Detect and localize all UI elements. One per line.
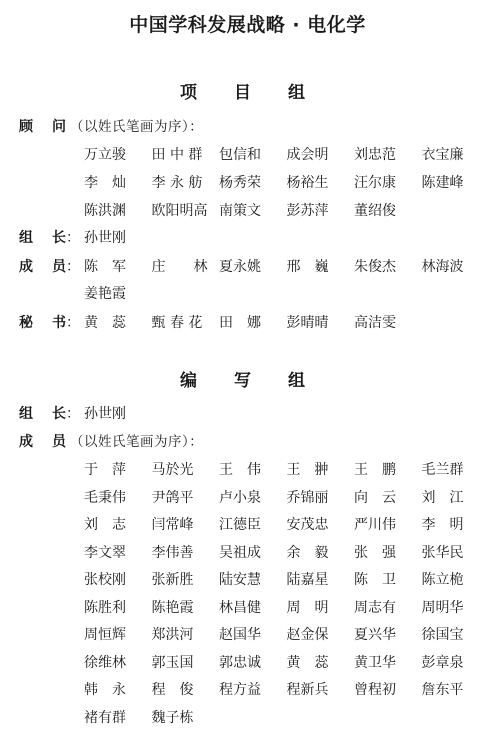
person-name: 王 翀: [286, 462, 329, 478]
person-name: 高洁雯: [354, 315, 396, 331]
person-name: 衣宝廉: [421, 147, 464, 163]
person-name: 闫常峰: [151, 517, 194, 533]
project-members-colon: ：: [66, 259, 80, 275]
project-leader-colon: ：: [66, 230, 80, 246]
person-name: 陆安慧: [219, 572, 261, 588]
person-name: 韩 永: [84, 682, 126, 698]
person-name: 陈 军: [84, 259, 126, 275]
person-name: 毛兰群: [421, 462, 464, 478]
person-name: 黄卫华: [354, 654, 396, 671]
project-leader-label-first: 组: [19, 230, 33, 246]
person-name: 魏子栋: [151, 709, 194, 726]
person-name: 乔锦丽: [286, 489, 329, 506]
person-name: 徐国宝: [421, 627, 464, 643]
advisors-note: （以姓氏笔画为序）：: [70, 119, 204, 135]
person-name: 夏永姚: [219, 259, 261, 275]
person-name: 李 永 舫: [151, 175, 203, 191]
person-name: 黄 蕊: [84, 315, 126, 331]
person-name: 卢小泉: [219, 489, 261, 506]
project-leader-name: 孙世刚: [84, 230, 126, 246]
writing-members-names: [84, 461, 484, 741]
person-name: 于 萍: [84, 462, 126, 478]
book-title: 中国学科发展战略 · 电化学: [129, 14, 366, 36]
person-name: 曾程初: [354, 682, 396, 698]
person-name: 刘忠范: [354, 147, 396, 163]
person-name: 彭苏萍: [286, 203, 329, 219]
project-members-label: [19, 258, 80, 276]
person-name: 夏兴华: [354, 627, 396, 643]
person-name: 程 俊: [151, 682, 194, 698]
project-members-names: [84, 258, 484, 308]
secretary-names: [84, 314, 484, 336]
person-name: 田 中 群: [151, 147, 203, 163]
person-name: 张新胜: [151, 572, 194, 588]
writing-members-label-first: 成: [19, 434, 33, 450]
person-name: 林昌健: [219, 599, 261, 616]
person-name: 姜艳霞: [84, 286, 126, 302]
project-leader-label: [19, 229, 80, 247]
project-group-heading: 项 目 组: [180, 83, 315, 103]
person-name: 赵国华: [219, 627, 261, 643]
person-name: 张校刚: [84, 572, 126, 588]
secretary-label-second: 书: [52, 315, 66, 331]
advisors-label-first: 顾: [19, 119, 33, 135]
person-name: 周 明: [286, 599, 329, 616]
person-name: 王 鹏: [354, 462, 396, 478]
person-name: 南策文: [219, 203, 261, 219]
person-name: 李伟善: [151, 544, 194, 561]
person-name: 程新兵: [286, 682, 329, 698]
project-members-label-second: 员: [52, 259, 66, 275]
person-name: 彭章泉: [421, 654, 464, 671]
person-name: 李文翠: [84, 544, 126, 561]
writing-leader-label-first: 组: [19, 406, 33, 422]
person-name: 甄 春 花: [151, 315, 203, 331]
person-name: 陆嘉星: [286, 572, 329, 588]
person-name: 包信和: [219, 147, 261, 163]
person-name: 万立骏: [84, 147, 126, 163]
person-name: 王 伟: [219, 462, 261, 478]
writing-leader-name: 孙世刚: [84, 406, 126, 422]
project-leader-label-second: 长: [52, 230, 66, 246]
person-name: 褚有群: [84, 709, 126, 726]
person-name: 陈胜利: [84, 599, 126, 616]
person-name: 郑洪河: [151, 627, 194, 643]
advisors-label: [19, 118, 66, 136]
person-name: 刘 志: [84, 517, 126, 533]
person-name: 彭晴晴: [286, 315, 329, 331]
person-name: 田 娜: [219, 315, 261, 331]
person-name: 李 灿: [84, 175, 126, 191]
person-name: 毛秉伟: [84, 489, 126, 506]
person-name: 庄 林: [151, 259, 208, 275]
writing-group-heading: 编 写 组: [180, 371, 315, 391]
person-name: 董绍俊: [354, 203, 396, 219]
person-name: 张 强: [354, 544, 396, 561]
person-name: 黄 蕊: [286, 654, 329, 671]
person-name: 严川伟: [354, 517, 396, 533]
person-name: 向 云: [354, 489, 396, 506]
person-name: 成会明: [286, 147, 329, 163]
secretary-label: [19, 314, 80, 332]
person-name: 郭忠诚: [219, 654, 261, 671]
writing-leader-colon: ：: [66, 406, 80, 422]
person-name: 张华民: [421, 544, 464, 561]
secretary-colon: ：: [66, 315, 80, 331]
person-name: 陈艳霞: [151, 599, 194, 616]
person-name: 邢 巍: [286, 259, 329, 275]
person-name: 安茂忠: [286, 517, 329, 533]
person-name: 林海波: [421, 259, 464, 275]
person-name: 杨秀荣: [219, 175, 261, 191]
person-name: 周明华: [421, 599, 464, 616]
person-name: 刘 江: [421, 489, 464, 506]
person-name: 吴祖成: [219, 544, 261, 561]
writing-members-label-second: 员: [52, 434, 66, 450]
advisors-label-second: 问: [52, 119, 66, 135]
project-members-label-first: 成: [19, 259, 33, 275]
advisors-names: [84, 146, 484, 226]
writing-leader-label-second: 长: [52, 406, 66, 422]
person-name: 陈洪渊: [84, 203, 126, 219]
person-name: 欧阳明高: [151, 203, 208, 219]
person-name: 周志有: [354, 599, 396, 616]
person-name: 汪尔康: [354, 175, 396, 191]
person-name: 李 明: [421, 517, 464, 533]
person-name: 陈立桅: [421, 572, 464, 588]
writing-members-note: （以姓氏笔画为序）：: [70, 434, 204, 450]
writing-leader-label: [19, 405, 80, 423]
person-name: 朱俊杰: [354, 259, 396, 275]
person-name: 杨裕生: [286, 175, 329, 191]
person-name: 徐维林: [84, 654, 126, 671]
secretary-label-first: 秘: [19, 315, 33, 331]
person-name: 余 毅: [286, 544, 329, 561]
person-name: 赵金保: [286, 627, 329, 643]
person-name: 程方益: [219, 682, 261, 698]
person-name: 詹东平: [421, 682, 464, 698]
person-name: 陈 卫: [354, 572, 396, 588]
person-name: 周恒辉: [84, 627, 126, 643]
person-name: 郭玉国: [151, 654, 194, 671]
writing-members-label: [19, 433, 66, 451]
person-name: 江德臣: [219, 517, 261, 533]
person-name: 尹鸽平: [151, 489, 194, 506]
person-name: 陈建峰: [421, 175, 464, 191]
person-name: 马於光: [151, 462, 194, 478]
